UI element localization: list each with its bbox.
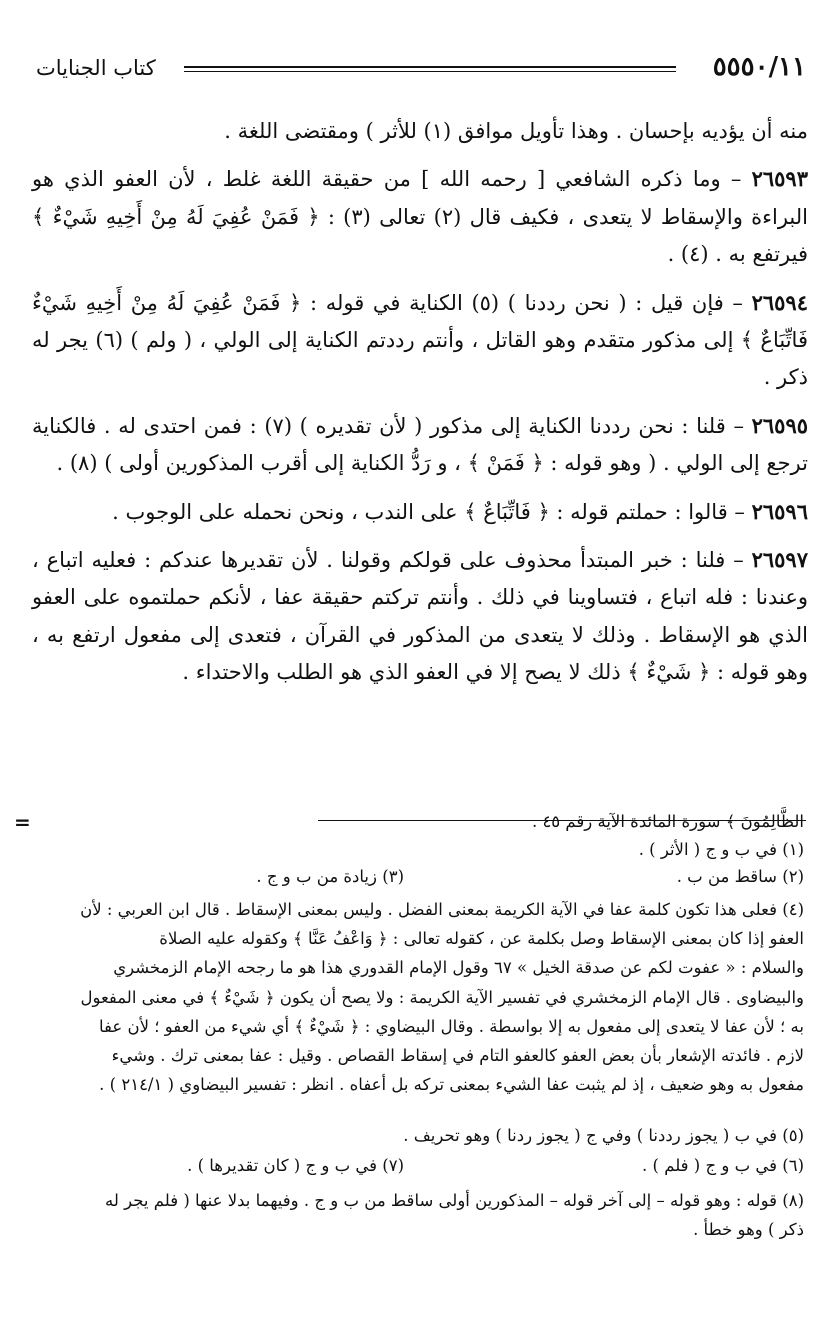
running-header xyxy=(36,52,806,88)
paragraph-number: ٢٦٥٩٣ xyxy=(751,166,808,192)
footnote-7: (٧) في ب و ج ( كان تقديرها ) . xyxy=(187,1156,404,1175)
paragraph-number: ٢٦٥٩٥ xyxy=(751,412,809,438)
paragraph xyxy=(32,160,808,273)
paragraph-text: – وما ذكره الشافعي [ رحمه الله ] من حقيقة اللغة غلط ، لأن العفو الذي هو البراءة والإسقاط لا يتعدى ، فكيف قال (٢) تعالى (٣) : ﴿ فَمَنْ عُفِيَ لَهُ مِنْ أَخِيهِ شَيْءٌ ﴾ فيرتفع به . (٤) . xyxy=(32,167,808,267)
footnote-line: مفعول به وهو ضعيف ، إذ لم يثبت عفا الشيء بمعنى تركه بل أعفاه . انظر : تفسير البيضاوي ( ٢١٤/١ ) . xyxy=(99,1075,804,1095)
header-rule xyxy=(184,66,676,68)
page-number: ٥٥٥٠/١١ xyxy=(712,52,806,82)
footnote-line: العفو إذا كان بمعنى الإسقاط وصل بكلمة عن ، كقوله تعالى : ﴿ وَاعْفُ عَنَّا ﴾ وكقوله عليه الصلاة xyxy=(159,929,804,949)
footnote-5: (٥) في ب ( يجوز رددنا ) وفي ج ( يجوز ردنا ) وهو تحريف . xyxy=(403,1126,804,1145)
footnote-row xyxy=(34,867,804,895)
paragraph xyxy=(32,284,808,397)
footnote-2: (٢) ساقط من ب . xyxy=(676,867,804,886)
footnote-line: به ؛ لأن عفا لا يتعدى إلى مفعول به إلا بواسطة . وقال البيضاوي : ﴿ شَيْءٌ ﴾ أي شيء من العفو ؛ لأن عفا xyxy=(99,1016,804,1036)
footnote-row xyxy=(34,1156,804,1184)
paragraph-text: منه أن يؤديه بإحسان . وهذا تأويل موافق (١) للأثر ) ومقتضى اللغة . xyxy=(224,119,808,143)
footnote-line: والبيضاوى . قال الإمام الزمخشري في تفسير الآية الكريمة : ولا يصح أن يكون ﴿ شَيْءٌ ﴾ في معنى المفعول xyxy=(80,987,804,1007)
footnote-row xyxy=(34,840,804,868)
footnote-line: لازم . فائدته الإشعار بأن بعض العفو كالعفو التام في إسقاط القصاص . وقيل : عفا بمعنى ترك . وشيء xyxy=(111,1046,804,1066)
footnote-line: ذكر ) وهو خطأ . xyxy=(693,1220,804,1240)
paragraph-text: – قالوا : حملتم قوله : ﴿ فَاتِّبَاعٌ ﴾ على الندب ، ونحن نحمله على الوجوب . xyxy=(112,499,752,524)
paragraph xyxy=(32,112,808,150)
footnote-line: (٨) قوله : وهو قوله – إلى آخر قوله – المذكورين أولى ساقط من ب و ج . وفيهما بدلا عنها ( فلم يجر له xyxy=(105,1191,804,1210)
footnote-1: (١) في ب و ج ( الأثر ) . xyxy=(638,840,804,859)
paragraph-text: – فلنا : خبر المبتدأ محذوف على قولكم وقولنا . لأن تقديرها عندكم : فعليه اتباع ، وعندنا : فله اتباع ، فتساوينا في ذلك . وأنتم تركتم حقيقة عفا ، لأنكم حملتموه على العفو الذي هو الإسقاط . وذلك لا يتعدى من المذكور في القرآن ، فتعدى إلى مفعول ارتفع به ، وهو قوله : ﴿ شَيْءٌ ﴾ ذلك لا يصح إلا في العفو الذي هو الطلب والاحتداء . xyxy=(32,548,808,685)
footnote-line: والسلام : « عفوت لكم عن صدقة الخيل » ٦٧ وقول الإمام القدوري هذا هو ما رجحه الإمام الزمخشري xyxy=(113,958,804,978)
book-title: كتاب الجنايات xyxy=(36,56,156,80)
paragraph xyxy=(32,493,808,531)
paragraph-number: ٢٦٥٩٦ xyxy=(751,498,808,524)
main-text xyxy=(32,112,808,702)
paragraph-number: ٢٦٥٩٤ xyxy=(751,289,808,315)
continuation-mark: = xyxy=(14,810,31,834)
footnote-8 xyxy=(30,1186,804,1244)
footnote-line: (٤) فعلى هذا تكون كلمة عفا في الآية الكريمة بمعنى الفضل . وليس بمعنى الإسقاط . قال ابن العربي : لأن xyxy=(80,900,804,919)
paragraph xyxy=(32,541,808,692)
footnote-4 xyxy=(30,895,804,1099)
paragraph-text: – فإن قيل : ( نحن رددنا ) (٥) الكناية في قوله : ﴿ فَمَنْ عُفِيَ لَهُ مِنْ أَخِيهِ شَيْءٌ فَاتِّبَاعٌ ﴾ إلى مذكور متقدم وهو القاتل ، وأنتم رددتم الكناية إلى الولي ، ( ولم ) (٦) يجر له ذكر . xyxy=(32,290,808,390)
footnote-6: (٦) في ب و ج ( فلم ) . xyxy=(642,1156,804,1175)
header-rule-thin xyxy=(184,71,676,72)
footnote-row xyxy=(34,1126,804,1154)
paragraph-text: – قلنا : نحن رددنا الكناية إلى مذكور ( لأن تقديره ) (٧) : فمن احتدى له . فالكناية ترجع إلى الولي . ( وهو قوله : ﴿ فَمَنْ ﴾ ، و رَدُّ الكناية إلى أقرب المذكورين أولى ) (٨) . xyxy=(32,413,808,476)
footnote-3: (٣) زيادة من ب و ج . xyxy=(256,867,404,886)
footnote-continuation: الظَّالِمُونَ ﴾ سورة المائدة الآية رقم ٤٥ . xyxy=(531,812,804,831)
paragraph-number: ٢٦٥٩٧ xyxy=(751,547,808,573)
paragraph xyxy=(32,407,808,483)
